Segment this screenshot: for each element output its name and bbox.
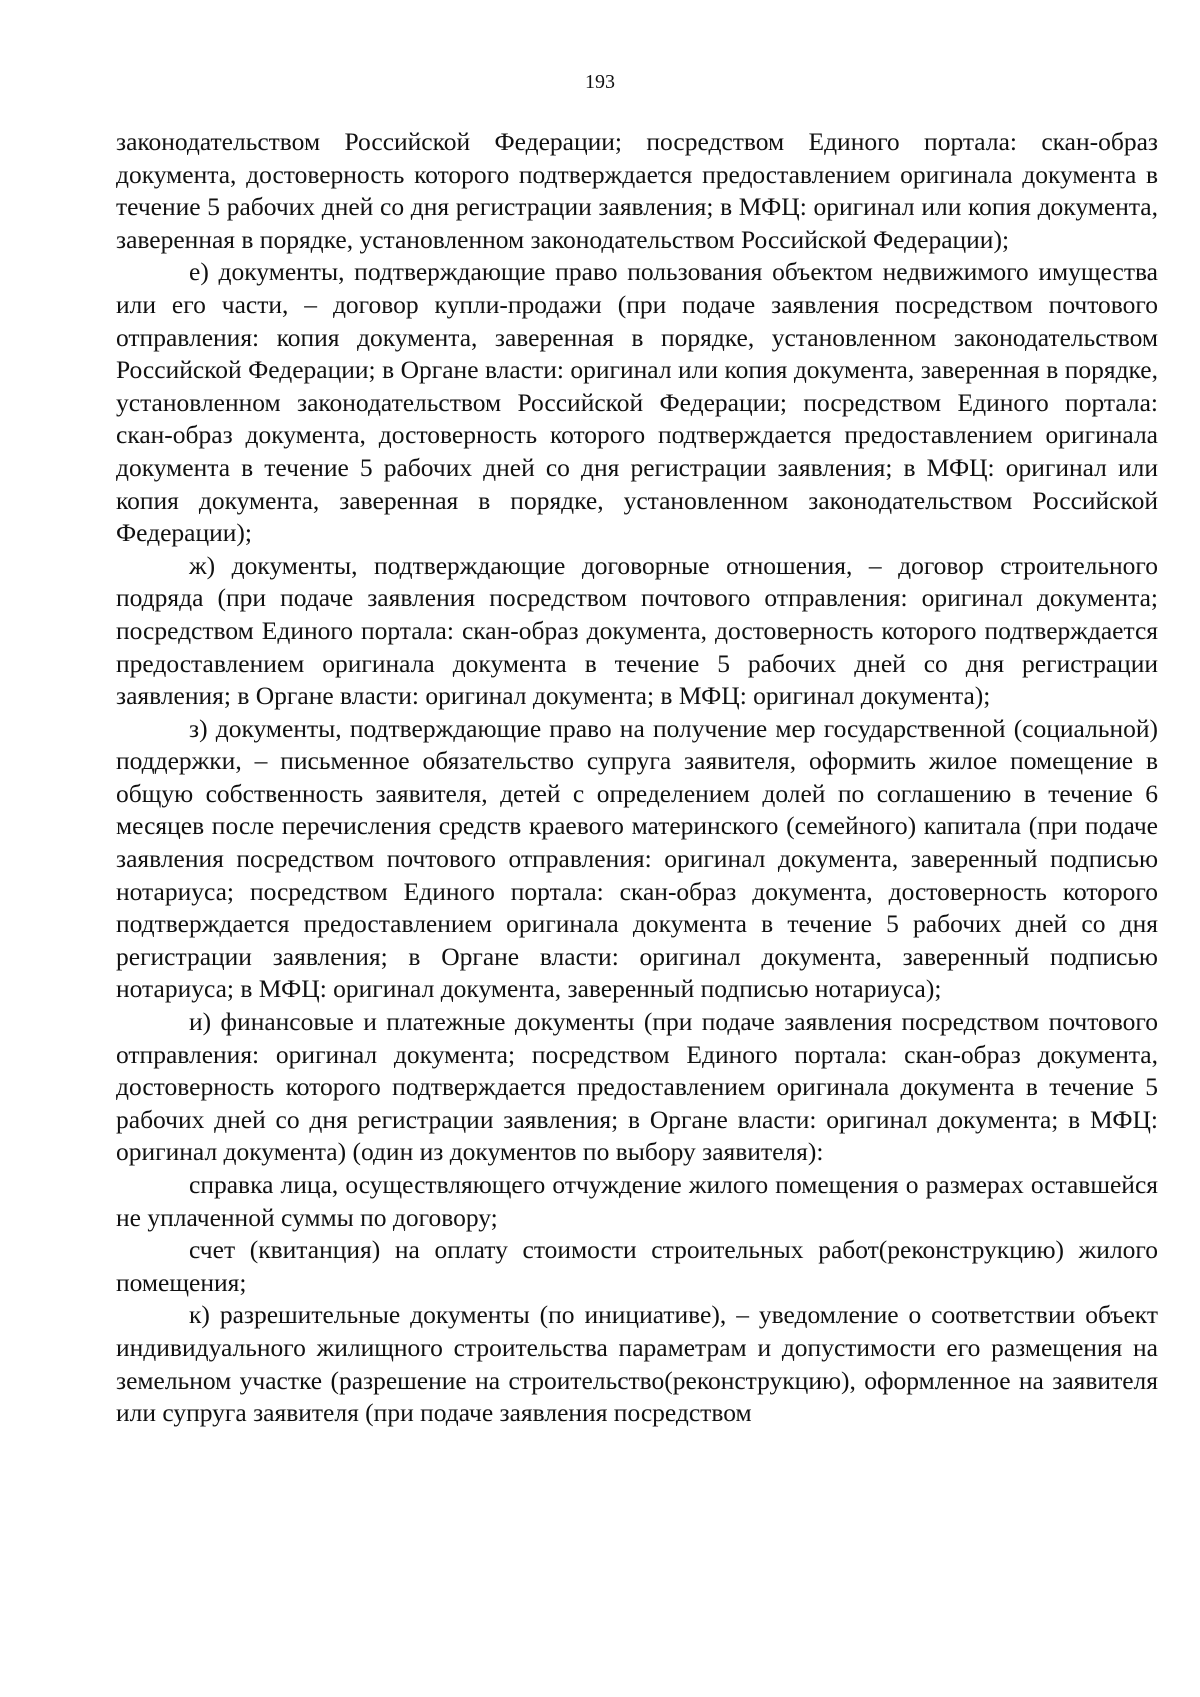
paragraph-item-z: з) документы, подтверждающие право на получение мер государственной (социальной) поддержки, – письменное обязательство супруга заявителя, оформить жилое помещение в общую собственность заявителя, детей с определением долей по соглашению в течение 6 месяцев после перечисления средств краевого материнского (семейного) капитала (при подаче заявления посредством почтового отправления: оригинал документа, заверенный подписью нотариуса; посредством Единого портала: скан-образ документа, достоверность которого подтверждается предоставлением оригинала документа в течение 5 рабочих дней со дня регистрации заявления; в Органе власти: оригинал документа, заверенный подписью нотариуса; в МФЦ: оригинал документа, заверенный подписью нотариуса);: [116, 713, 1158, 1004]
paragraph-item-k: к) разрешительные документы (по инициативе), – уведомление о соответствии объект индивидуального жилищного строительства параметрам и допустимости его размещения на земельном участке (разрешение на строительство(реконструкцию), оформленное на заявителя или супруга заявителя (при подаче заявления посредством: [116, 1300, 1158, 1428]
paragraph-invoice: счет (квитанция) на оплату стоимости строительных работ(реконструкцию) жилого помещения;: [116, 1235, 1158, 1297]
page-number: 193: [585, 71, 615, 93]
paragraph-item-e: е) документы, подтверждающие право пользования объектом недвижимого имущества или его части, – договор купли-продажи (при подаче заявления посредством почтового отправления: копия документа, заверенная в порядке, установленном законодательством Российской Федерации; в Органе власти: оригинал или копия документа, заверенная в порядке, установленном законодательством Российской Федерации; посредством Единого портала: скан-образ документа, достоверность которого подтверждается предоставлением оригинала документа в течение 5 рабочих дней со дня регистрации заявления; в МФЦ: оригинал или копия документа, заверенная в порядке, установленном законодательством Российской Федерации);: [116, 257, 1158, 548]
paragraph-item-i: и) финансовые и платежные документы (при подаче заявления посредством почтового отправления: оригинал документа; посредством Единого портала: скан-образ документа, достоверность которого подтверждается предоставлением оригинала документа в течение 5 рабочих дней со дня регистрации заявления; в Органе власти: оригинал документа; в МФЦ: оригинал документа) (один из документов по выбору заявителя):: [116, 1007, 1158, 1167]
paragraph-continuation: законодательством Российской Федерации; посредством Единого портала: скан-образ документа, достоверность которого подтверждается предоставлением оригинала документа в течение 5 рабочих дней со дня регистрации заявления; в МФЦ: оригинал или копия документа, заверенная в порядке, установленном законодательством Российской Федерации);: [116, 127, 1158, 254]
document-body: [116, 126, 1158, 1430]
paragraph-certificate: справка лица, осуществляющего отчуждение жилого помещения о размерах оставшейся не уплаченной суммы по договору;: [116, 1170, 1158, 1232]
paragraph-item-zh: ж) документы, подтверждающие договорные отношения, – договор строительного подряда (при подаче заявления посредством почтового отправления: оригинал документа; посредством Единого портала: скан-образ документа, достоверность которого подтверждается предоставлением оригинала документа в течение 5 рабочих дней со дня регистрации заявления; в Органе власти: оригинал документа; в МФЦ: оригинал документа);: [116, 550, 1158, 711]
